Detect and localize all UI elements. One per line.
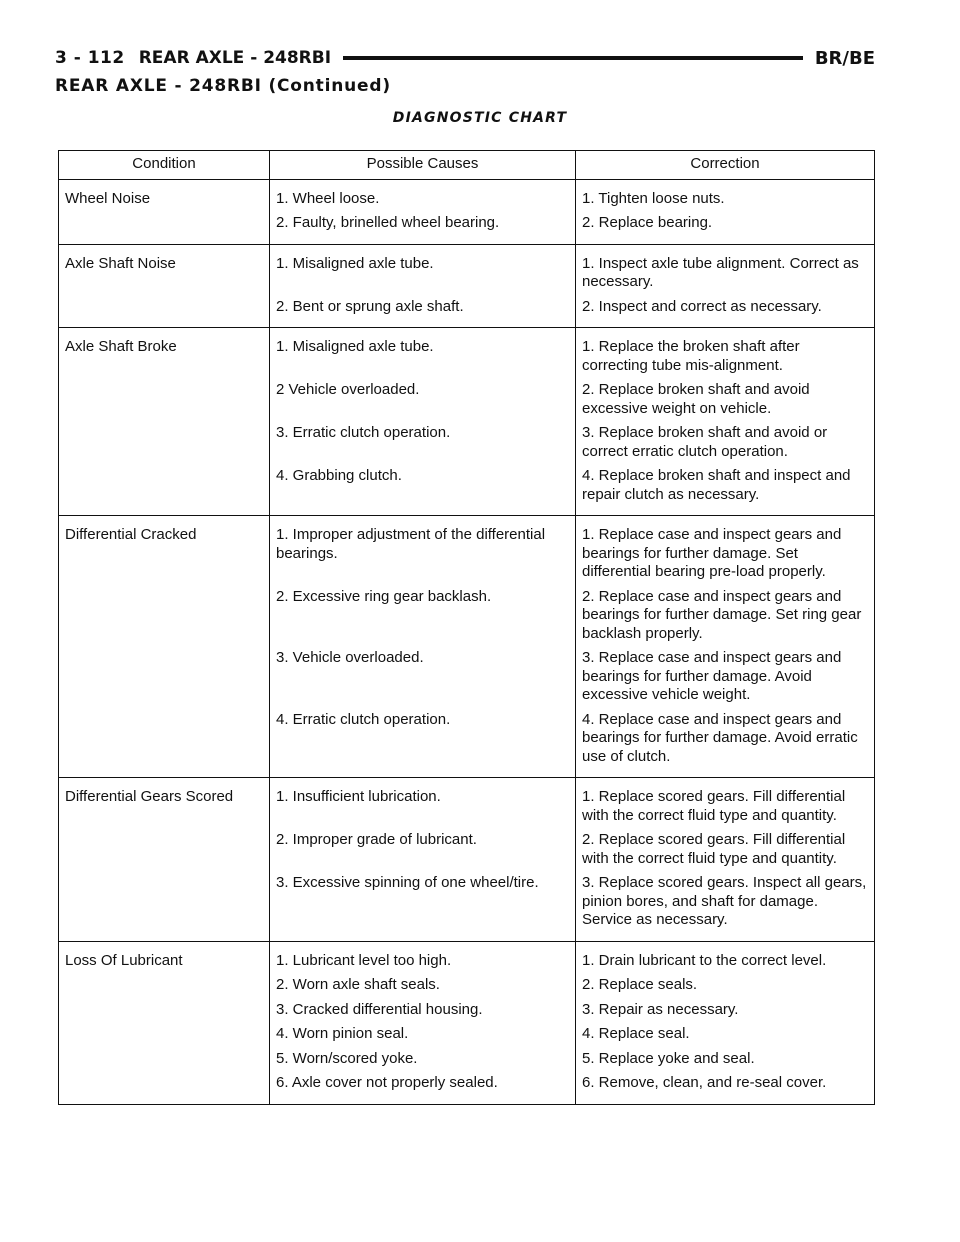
correction-cell: 2. Replace case and inspect gears and bearings for further damage. Set ring gear backlash properly. (576, 582, 875, 644)
page-header (55, 44, 875, 72)
condition-cell (59, 582, 270, 644)
correction-cell: 1. Replace the broken shaft after correcting tube mis-alignment. (576, 328, 875, 376)
continued-heading: REAR AXLE - 248RBI (Continued) (55, 76, 391, 96)
table-row (59, 941, 875, 970)
table-row (59, 995, 875, 1020)
condition-cell (59, 995, 270, 1020)
condition-cell (59, 292, 270, 328)
cause-cell: 3. Vehicle overloaded. (270, 643, 576, 705)
condition-cell (59, 1019, 270, 1044)
cause-cell: 3. Excessive spinning of one wheel/tire. (270, 868, 576, 941)
diagnostic-table (58, 150, 875, 1105)
table-row (59, 292, 875, 328)
page-number: 3 - 112 (55, 48, 125, 68)
correction-cell: 2. Replace broken shaft and avoid excessive weight on vehicle. (576, 375, 875, 418)
correction-cell: 4. Replace case and inspect gears and bearings for further damage. Avoid erratic use of clutch. (576, 705, 875, 778)
correction-cell: 6. Remove, clean, and re-seal cover. (576, 1068, 875, 1104)
condition-cell (59, 705, 270, 778)
condition-cell: Axle Shaft Broke (59, 328, 270, 376)
correction-cell: 5. Replace yoke and seal. (576, 1044, 875, 1069)
table-row (59, 825, 875, 868)
cause-cell: 4. Grabbing clutch. (270, 461, 576, 516)
condition-cell (59, 461, 270, 516)
table-row (59, 244, 875, 292)
cause-cell: 1. Improper adjustment of the differential bearings. (270, 516, 576, 582)
correction-cell: 1. Drain lubricant to the correct level. (576, 941, 875, 970)
cause-cell: 1. Wheel loose. (270, 179, 576, 208)
table-row (59, 868, 875, 941)
section-title: REAR AXLE - 248RBI (138, 48, 332, 68)
table-row (59, 705, 875, 778)
table-row (59, 208, 875, 244)
correction-cell: 2. Inspect and correct as necessary. (576, 292, 875, 328)
correction-cell: 1. Inspect axle tube alignment. Correct as necessary. (576, 244, 875, 292)
condition-cell (59, 868, 270, 941)
condition-cell (59, 643, 270, 705)
cause-cell: 2. Worn axle shaft seals. (270, 970, 576, 995)
chart-title: DIAGNOSTIC CHART (392, 110, 568, 126)
cause-cell: 2. Bent or sprung axle shaft. (270, 292, 576, 328)
condition-cell (59, 375, 270, 418)
table-row (59, 1044, 875, 1069)
header-rule (343, 56, 803, 60)
cause-cell: 6. Axle cover not properly sealed. (270, 1068, 576, 1104)
cause-cell: 2. Improper grade of lubricant. (270, 825, 576, 868)
table-row (59, 328, 875, 376)
correction-cell: 1. Replace case and inspect gears and bearings for further damage. Set differential bearing pre-load properly. (576, 516, 875, 582)
table-header-row (59, 151, 875, 180)
correction-cell: 3. Repair as necessary. (576, 995, 875, 1020)
table-row (59, 461, 875, 516)
correction-cell: 2. Replace bearing. (576, 208, 875, 244)
correction-cell: 3. Replace broken shaft and avoid or correct erratic clutch operation. (576, 418, 875, 461)
condition-cell (59, 1068, 270, 1104)
cause-cell: 2. Faulty, brinelled wheel bearing. (270, 208, 576, 244)
cause-cell: 1. Misaligned axle tube. (270, 328, 576, 376)
cause-cell: 3. Cracked differential housing. (270, 995, 576, 1020)
cause-cell: 1. Misaligned axle tube. (270, 244, 576, 292)
table-row (59, 970, 875, 995)
cause-cell: 5. Worn/scored yoke. (270, 1044, 576, 1069)
table-row (59, 375, 875, 418)
correction-cell: 2. Replace seals. (576, 970, 875, 995)
correction-cell: 3. Replace case and inspect gears and bearings for further damage. Avoid excessive vehicle weight. (576, 643, 875, 705)
column-header: Condition (59, 151, 270, 180)
correction-cell: 4. Replace broken shaft and inspect and repair clutch as necessary. (576, 461, 875, 516)
condition-cell: Axle Shaft Noise (59, 244, 270, 292)
cause-cell: 2. Excessive ring gear backlash. (270, 582, 576, 644)
correction-cell: 1. Replace scored gears. Fill differential with the correct fluid type and quantity. (576, 778, 875, 826)
correction-cell: 1. Tighten loose nuts. (576, 179, 875, 208)
condition-cell (59, 418, 270, 461)
cause-cell: 3. Erratic clutch operation. (270, 418, 576, 461)
column-header: Possible Causes (270, 151, 576, 180)
table-row (59, 1019, 875, 1044)
table-row (59, 643, 875, 705)
cause-cell: 4. Worn pinion seal. (270, 1019, 576, 1044)
correction-cell: 2. Replace scored gears. Fill differential with the correct fluid type and quantity. (576, 825, 875, 868)
table-row (59, 179, 875, 208)
condition-cell: Wheel Noise (59, 179, 270, 208)
table-row (59, 516, 875, 582)
condition-cell: Loss Of Lubricant (59, 941, 270, 970)
cause-cell: 1. Lubricant level too high. (270, 941, 576, 970)
condition-cell (59, 970, 270, 995)
condition-cell: Differential Cracked (59, 516, 270, 582)
correction-cell: 3. Replace scored gears. Inspect all gears, pinion bores, and shaft for damage. Service as necessary. (576, 868, 875, 941)
condition-cell (59, 1044, 270, 1069)
table-body (59, 179, 875, 1104)
cause-cell: 4. Erratic clutch operation. (270, 705, 576, 778)
condition-cell: Differential Gears Scored (59, 778, 270, 826)
table-row (59, 418, 875, 461)
correction-cell: 4. Replace seal. (576, 1019, 875, 1044)
condition-cell (59, 208, 270, 244)
model-code: BR/BE (814, 47, 875, 69)
condition-cell (59, 825, 270, 868)
table-row (59, 582, 875, 644)
column-header: Correction (576, 151, 875, 180)
cause-cell: 1. Insufficient lubrication. (270, 778, 576, 826)
table-row (59, 1068, 875, 1104)
table-row (59, 778, 875, 826)
cause-cell: 2 Vehicle overloaded. (270, 375, 576, 418)
